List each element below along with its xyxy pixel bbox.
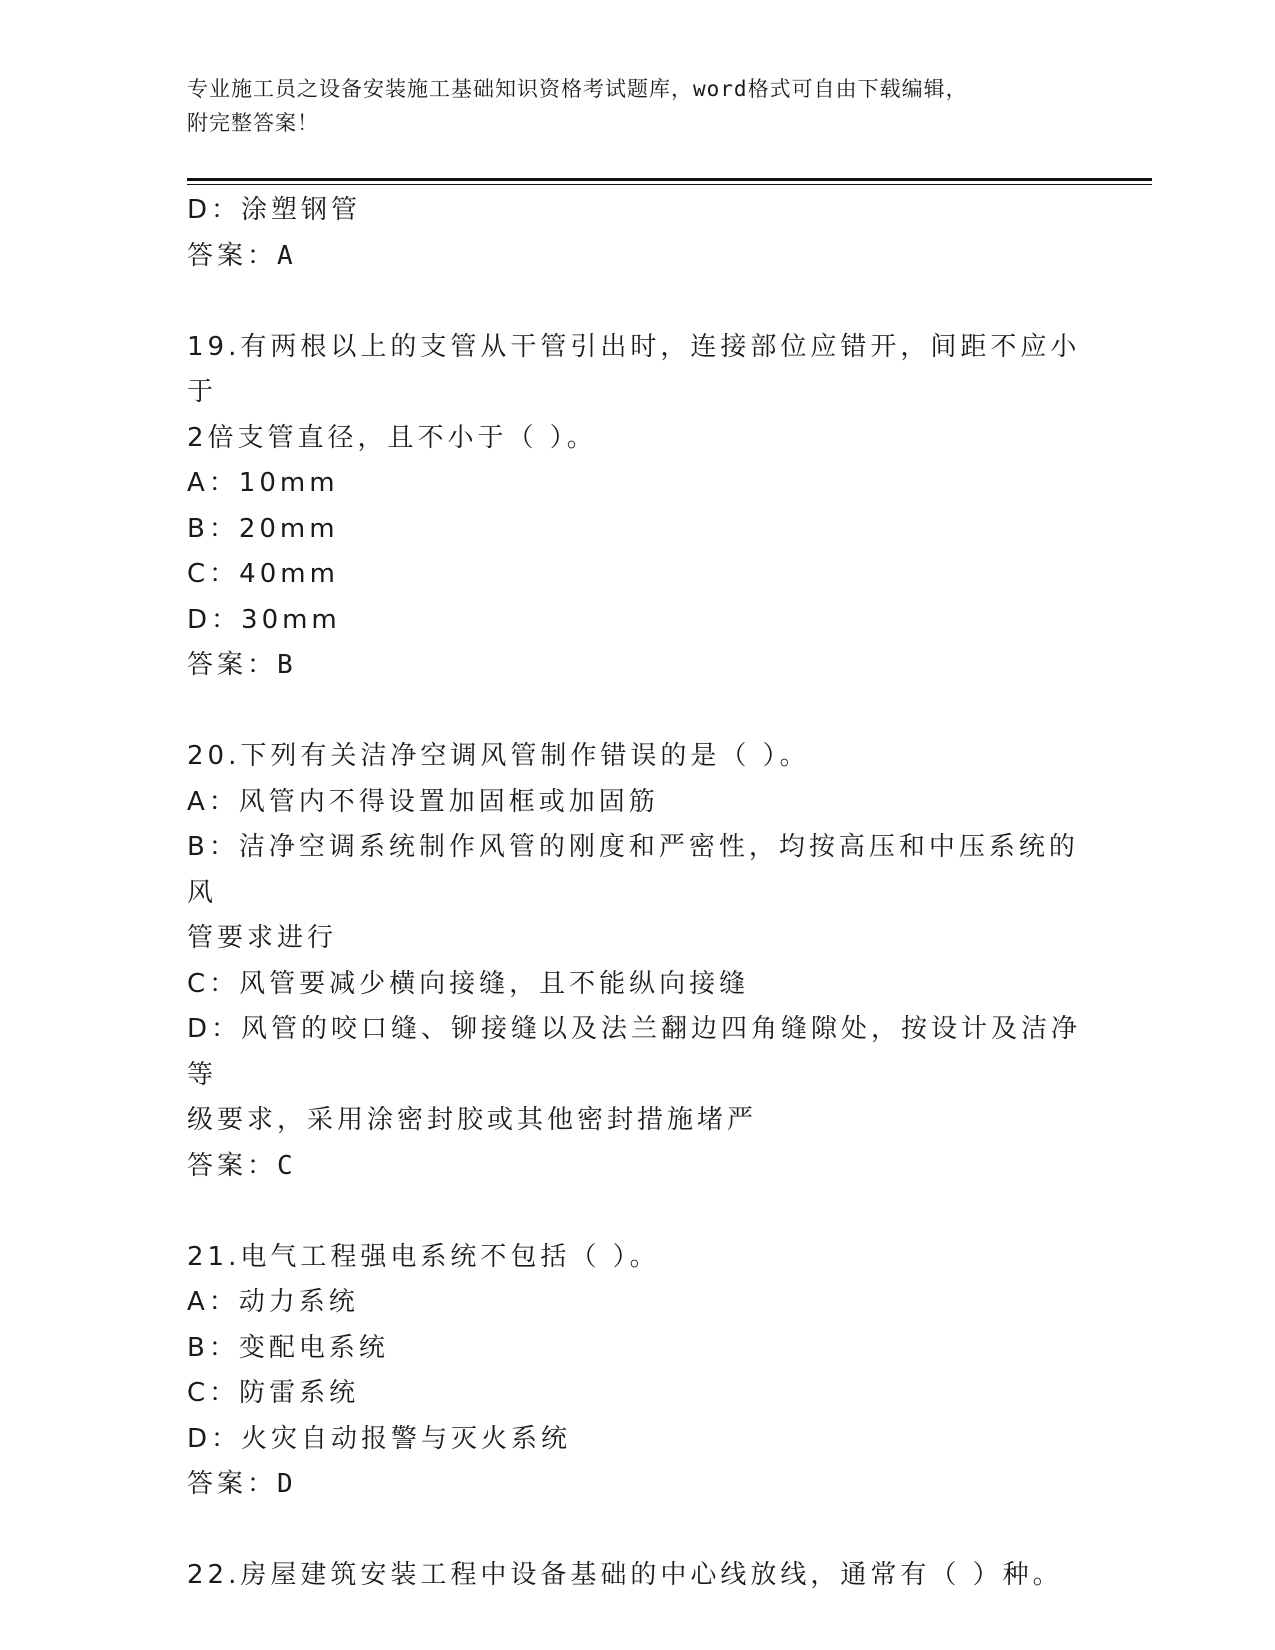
question-stem: 21.电气工程强电系统不包括（ ）。 — [187, 1241, 660, 1272]
header-line-1: 专业施工员之设备安装施工基础知识资格考试题库，word格式可自由下载编辑， — [187, 77, 968, 101]
question-stem: 2倍支管直径，且不小于（ ）。 — [187, 422, 597, 453]
option-d: D：火灾自动报警与灭火系统 — [187, 1423, 572, 1454]
header-line-2: 附完整答案！ — [187, 111, 319, 135]
question-stem: 19.有两根以上的支管从干管引出时，连接部位应错开，间距不应小于 — [187, 331, 1081, 407]
option-a: A：10mm — [187, 468, 339, 498]
option-b: B：洁净空调系统制作风管的刚度和严密性，均按高压和中压系统的风 — [187, 832, 1079, 908]
spacer — [187, 1189, 1087, 1235]
option-d-continued: 级要求，采用涂密封胶或其他密封措施堵严 — [187, 1105, 758, 1135]
answer — [187, 643, 1087, 689]
option-b: B：20mm — [187, 513, 339, 544]
spacer — [187, 1508, 1087, 1554]
answer-letter: D — [277, 1469, 297, 1499]
answer-label: 答案： — [187, 650, 278, 680]
option-d: D：风管的咬口缝、铆接缝以及法兰翻边四角缝隙处，按设计及洁净等 — [187, 1014, 1082, 1090]
spacer — [187, 689, 1087, 735]
header-divider-thick — [187, 178, 1152, 181]
answer-label: 答案： — [187, 1150, 278, 1181]
answer — [187, 1144, 1087, 1190]
answer-letter: A — [277, 240, 297, 271]
answer-label: 答案： — [187, 240, 278, 271]
option-c: C：防雷系统 — [187, 1378, 360, 1408]
carryover-answer — [187, 234, 1087, 280]
answer-letter: B — [277, 650, 297, 680]
question-20 — [187, 734, 1087, 1189]
option-d: D：30mm — [187, 604, 341, 635]
option-b-continued: 管要求进行 — [187, 923, 338, 953]
option-c: C：40mm — [187, 559, 339, 589]
question-21 — [187, 1235, 1087, 1508]
answer-letter: C — [277, 1150, 297, 1181]
question-content — [187, 188, 1087, 1599]
option-c: C：风管要减少横向接缝，且不能纵向接缝 — [187, 968, 750, 999]
carryover-option-d: D：涂塑钢管 — [187, 195, 362, 225]
option-a: A：风管内不得设置加固框或加固筋 — [187, 786, 659, 817]
question-stem: 22.房屋建筑安装工程中设备基础的中心线放线，通常有（ ）种。 — [187, 1560, 1063, 1590]
question-stem: 20.下列有关洁净空调风管制作错误的是（ ）。 — [187, 741, 810, 771]
page-header — [187, 72, 1087, 140]
option-b: B：变配电系统 — [187, 1332, 389, 1363]
header-divider-thin — [187, 184, 1152, 185]
answer-label: 答案： — [187, 1469, 278, 1499]
question-22 — [187, 1553, 1087, 1599]
question-19 — [187, 325, 1087, 689]
option-a: A：动力系统 — [187, 1287, 359, 1317]
spacer — [187, 279, 1087, 325]
answer — [187, 1462, 1087, 1508]
